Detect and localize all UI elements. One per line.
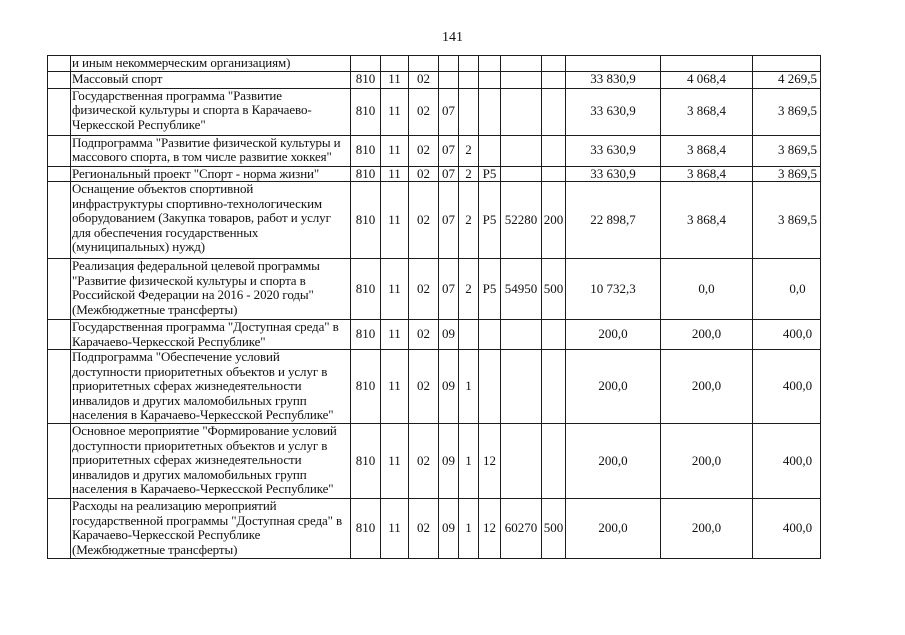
table-row bbox=[48, 56, 821, 72]
section-code-cell bbox=[381, 56, 409, 72]
ministry-code-cell: 810 bbox=[351, 259, 381, 320]
amount-3-cell: 3 869,5 bbox=[753, 88, 821, 135]
subprogram-code-cell: 1 bbox=[459, 350, 479, 424]
table-row bbox=[48, 350, 821, 424]
ministry-code-cell: 810 bbox=[351, 424, 381, 499]
amount-3-cell: 400,0 bbox=[753, 499, 821, 559]
direction-code-cell bbox=[501, 320, 542, 350]
program-code-cell: 07 bbox=[439, 182, 459, 259]
direction-code-cell bbox=[501, 71, 542, 88]
amount-2-cell: 200,0 bbox=[661, 424, 753, 499]
section-code-cell: 11 bbox=[381, 182, 409, 259]
ministry-code-cell bbox=[351, 56, 381, 72]
subprogram-code-cell: 1 bbox=[459, 424, 479, 499]
section-code-cell: 11 bbox=[381, 259, 409, 320]
expense-type-code-cell bbox=[542, 424, 566, 499]
direction-code-cell: 60270 bbox=[501, 499, 542, 559]
amount-2-cell: 3 868,4 bbox=[661, 182, 753, 259]
ministry-code-cell: 810 bbox=[351, 135, 381, 166]
subsection-code-cell bbox=[409, 56, 439, 72]
direction-code-cell bbox=[501, 350, 542, 424]
item-name-cell: Государственная программа "Доступная среда" в Карачаево-Черкесской Республике" bbox=[71, 320, 351, 350]
amount-3-cell: 3 869,5 bbox=[753, 135, 821, 166]
amount-3-cell: 4 269,5 bbox=[753, 71, 821, 88]
amount-3-cell: 0,0 bbox=[753, 259, 821, 320]
section-code-cell: 11 bbox=[381, 166, 409, 182]
project-code-cell bbox=[479, 135, 501, 166]
row-marker-cell bbox=[48, 320, 71, 350]
row-marker-cell bbox=[48, 259, 71, 320]
section-code-cell: 11 bbox=[381, 350, 409, 424]
subsection-code-cell: 02 bbox=[409, 350, 439, 424]
amount-1-cell: 10 732,3 bbox=[566, 259, 661, 320]
project-code-cell: P5 bbox=[479, 166, 501, 182]
project-code-cell: P5 bbox=[479, 182, 501, 259]
subprogram-code-cell bbox=[459, 88, 479, 135]
amount-3-cell: 3 869,5 bbox=[753, 166, 821, 182]
amount-2-cell: 200,0 bbox=[661, 350, 753, 424]
item-name-cell: Оснащение объектов спортивной инфраструктуры спортивно-технологическим оборудованием (Закупка товаров, работ и услуг для обеспечения государственных (муниципальных) нужд) bbox=[71, 182, 351, 259]
item-name-cell: Массовый спорт bbox=[71, 71, 351, 88]
row-marker-cell bbox=[48, 56, 71, 72]
subprogram-code-cell bbox=[459, 56, 479, 72]
program-code-cell bbox=[439, 56, 459, 72]
section-code-cell: 11 bbox=[381, 135, 409, 166]
subsection-code-cell: 02 bbox=[409, 259, 439, 320]
amount-3-cell: 400,0 bbox=[753, 424, 821, 499]
item-name-cell: Подпрограмма "Обеспечение условий доступности приоритетных объектов и услуг в приоритетных сферах жизнедеятельности инвалидов и других маломобильных групп населения в Карачаево-Черкесской Республике" bbox=[71, 350, 351, 424]
amount-1-cell: 33 630,9 bbox=[566, 166, 661, 182]
expense-type-code-cell bbox=[542, 88, 566, 135]
amount-1-cell: 200,0 bbox=[566, 350, 661, 424]
amount-2-cell: 0,0 bbox=[661, 259, 753, 320]
subsection-code-cell: 02 bbox=[409, 71, 439, 88]
row-marker-cell bbox=[48, 350, 71, 424]
project-code-cell: P5 bbox=[479, 259, 501, 320]
row-marker-cell bbox=[48, 71, 71, 88]
direction-code-cell bbox=[501, 88, 542, 135]
direction-code-cell: 52280 bbox=[501, 182, 542, 259]
table-row bbox=[48, 320, 821, 350]
project-code-cell bbox=[479, 320, 501, 350]
subprogram-code-cell: 2 bbox=[459, 166, 479, 182]
ministry-code-cell: 810 bbox=[351, 499, 381, 559]
program-code-cell: 07 bbox=[439, 88, 459, 135]
amount-3-cell bbox=[753, 56, 821, 72]
row-marker-cell bbox=[48, 166, 71, 182]
row-marker-cell bbox=[48, 424, 71, 499]
amount-1-cell: 200,0 bbox=[566, 424, 661, 499]
amount-1-cell: 33 630,9 bbox=[566, 88, 661, 135]
subsection-code-cell: 02 bbox=[409, 424, 439, 499]
subprogram-code-cell bbox=[459, 320, 479, 350]
amount-2-cell: 200,0 bbox=[661, 320, 753, 350]
amount-2-cell: 4 068,4 bbox=[661, 71, 753, 88]
program-code-cell: 07 bbox=[439, 259, 459, 320]
program-code-cell: 09 bbox=[439, 320, 459, 350]
item-name-cell: Государственная программа "Развитие физической культуры и спорта в Карачаево- Черкесской Республике" bbox=[71, 88, 351, 135]
amount-1-cell: 22 898,7 bbox=[566, 182, 661, 259]
project-code-cell bbox=[479, 88, 501, 135]
expense-type-code-cell bbox=[542, 135, 566, 166]
section-code-cell: 11 bbox=[381, 499, 409, 559]
subprogram-code-cell: 1 bbox=[459, 499, 479, 559]
project-code-cell bbox=[479, 350, 501, 424]
program-code-cell: 09 bbox=[439, 424, 459, 499]
subprogram-code-cell: 2 bbox=[459, 182, 479, 259]
budget-table bbox=[47, 55, 821, 559]
project-code-cell bbox=[479, 56, 501, 72]
amount-2-cell: 3 868,4 bbox=[661, 166, 753, 182]
subsection-code-cell: 02 bbox=[409, 166, 439, 182]
expense-type-code-cell: 200 bbox=[542, 182, 566, 259]
amount-1-cell: 200,0 bbox=[566, 320, 661, 350]
table-row bbox=[48, 166, 821, 182]
project-code-cell: 12 bbox=[479, 499, 501, 559]
row-marker-cell bbox=[48, 499, 71, 559]
expense-type-code-cell: 500 bbox=[542, 259, 566, 320]
table-row bbox=[48, 424, 821, 499]
program-code-cell: 07 bbox=[439, 166, 459, 182]
amount-2-cell bbox=[661, 56, 753, 72]
project-code-cell: 12 bbox=[479, 424, 501, 499]
ministry-code-cell: 810 bbox=[351, 320, 381, 350]
subsection-code-cell: 02 bbox=[409, 88, 439, 135]
amount-1-cell: 33 630,9 bbox=[566, 135, 661, 166]
amount-3-cell: 400,0 bbox=[753, 320, 821, 350]
ministry-code-cell: 810 bbox=[351, 166, 381, 182]
subprogram-code-cell: 2 bbox=[459, 259, 479, 320]
expense-type-code-cell bbox=[542, 56, 566, 72]
item-name-cell: Региональный проект "Спорт - норма жизни" bbox=[71, 166, 351, 182]
subsection-code-cell: 02 bbox=[409, 135, 439, 166]
section-code-cell: 11 bbox=[381, 424, 409, 499]
project-code-cell bbox=[479, 71, 501, 88]
expense-type-code-cell bbox=[542, 320, 566, 350]
amount-3-cell: 400,0 bbox=[753, 350, 821, 424]
subprogram-code-cell: 2 bbox=[459, 135, 479, 166]
program-code-cell: 09 bbox=[439, 499, 459, 559]
program-code-cell: 09 bbox=[439, 350, 459, 424]
expense-type-code-cell bbox=[542, 350, 566, 424]
ministry-code-cell: 810 bbox=[351, 71, 381, 88]
direction-code-cell bbox=[501, 166, 542, 182]
expense-type-code-cell bbox=[542, 166, 566, 182]
ministry-code-cell: 810 bbox=[351, 88, 381, 135]
row-marker-cell bbox=[48, 135, 71, 166]
table-row bbox=[48, 499, 821, 559]
page-number: 141 bbox=[442, 30, 463, 45]
row-marker-cell bbox=[48, 182, 71, 259]
item-name-cell: Реализация федеральной целевой программы "Развитие физической культуры и спорта в Российской Федерации на 2016 - 2020 годы" (Межбюджетные трансферты) bbox=[71, 259, 351, 320]
expense-type-code-cell: 500 bbox=[542, 499, 566, 559]
table-row bbox=[48, 259, 821, 320]
row-marker-cell bbox=[48, 88, 71, 135]
program-code-cell bbox=[439, 71, 459, 88]
subprogram-code-cell bbox=[459, 71, 479, 88]
section-code-cell: 11 bbox=[381, 320, 409, 350]
direction-code-cell bbox=[501, 56, 542, 72]
subsection-code-cell: 02 bbox=[409, 182, 439, 259]
expense-type-code-cell bbox=[542, 71, 566, 88]
amount-2-cell: 200,0 bbox=[661, 499, 753, 559]
table-row bbox=[48, 182, 821, 259]
item-name-cell: Расходы на реализацию мероприятий государственной программы "Доступная среда" в Карачаево-Черкесской Республике (Межбюджетные трансферты) bbox=[71, 499, 351, 559]
direction-code-cell bbox=[501, 424, 542, 499]
table-row bbox=[48, 88, 821, 135]
amount-3-cell: 3 869,5 bbox=[753, 182, 821, 259]
amount-1-cell: 33 830,9 bbox=[566, 71, 661, 88]
subsection-code-cell: 02 bbox=[409, 499, 439, 559]
item-name-cell: Подпрограмма "Развитие физической культуры и массового спорта, в том числе развитие хоккея" bbox=[71, 135, 351, 166]
amount-1-cell bbox=[566, 56, 661, 72]
section-code-cell: 11 bbox=[381, 88, 409, 135]
table-row bbox=[48, 135, 821, 166]
direction-code-cell bbox=[501, 135, 542, 166]
table-row bbox=[48, 71, 821, 88]
item-name-cell: Основное мероприятие "Формирование условий доступности приоритетных объектов и услуг в приоритетных сферах жизнедеятельности инвалидов и других маломобильных групп населения в Карачаево-Черкесской Республике" bbox=[71, 424, 351, 499]
amount-2-cell: 3 868,4 bbox=[661, 88, 753, 135]
subsection-code-cell: 02 bbox=[409, 320, 439, 350]
table-body bbox=[48, 56, 821, 559]
ministry-code-cell: 810 bbox=[351, 182, 381, 259]
amount-1-cell: 200,0 bbox=[566, 499, 661, 559]
amount-2-cell: 3 868,4 bbox=[661, 135, 753, 166]
item-name-cell: и иным некоммерческим организациям) bbox=[71, 56, 351, 72]
program-code-cell: 07 bbox=[439, 135, 459, 166]
direction-code-cell: 54950 bbox=[501, 259, 542, 320]
ministry-code-cell: 810 bbox=[351, 350, 381, 424]
section-code-cell: 11 bbox=[381, 71, 409, 88]
